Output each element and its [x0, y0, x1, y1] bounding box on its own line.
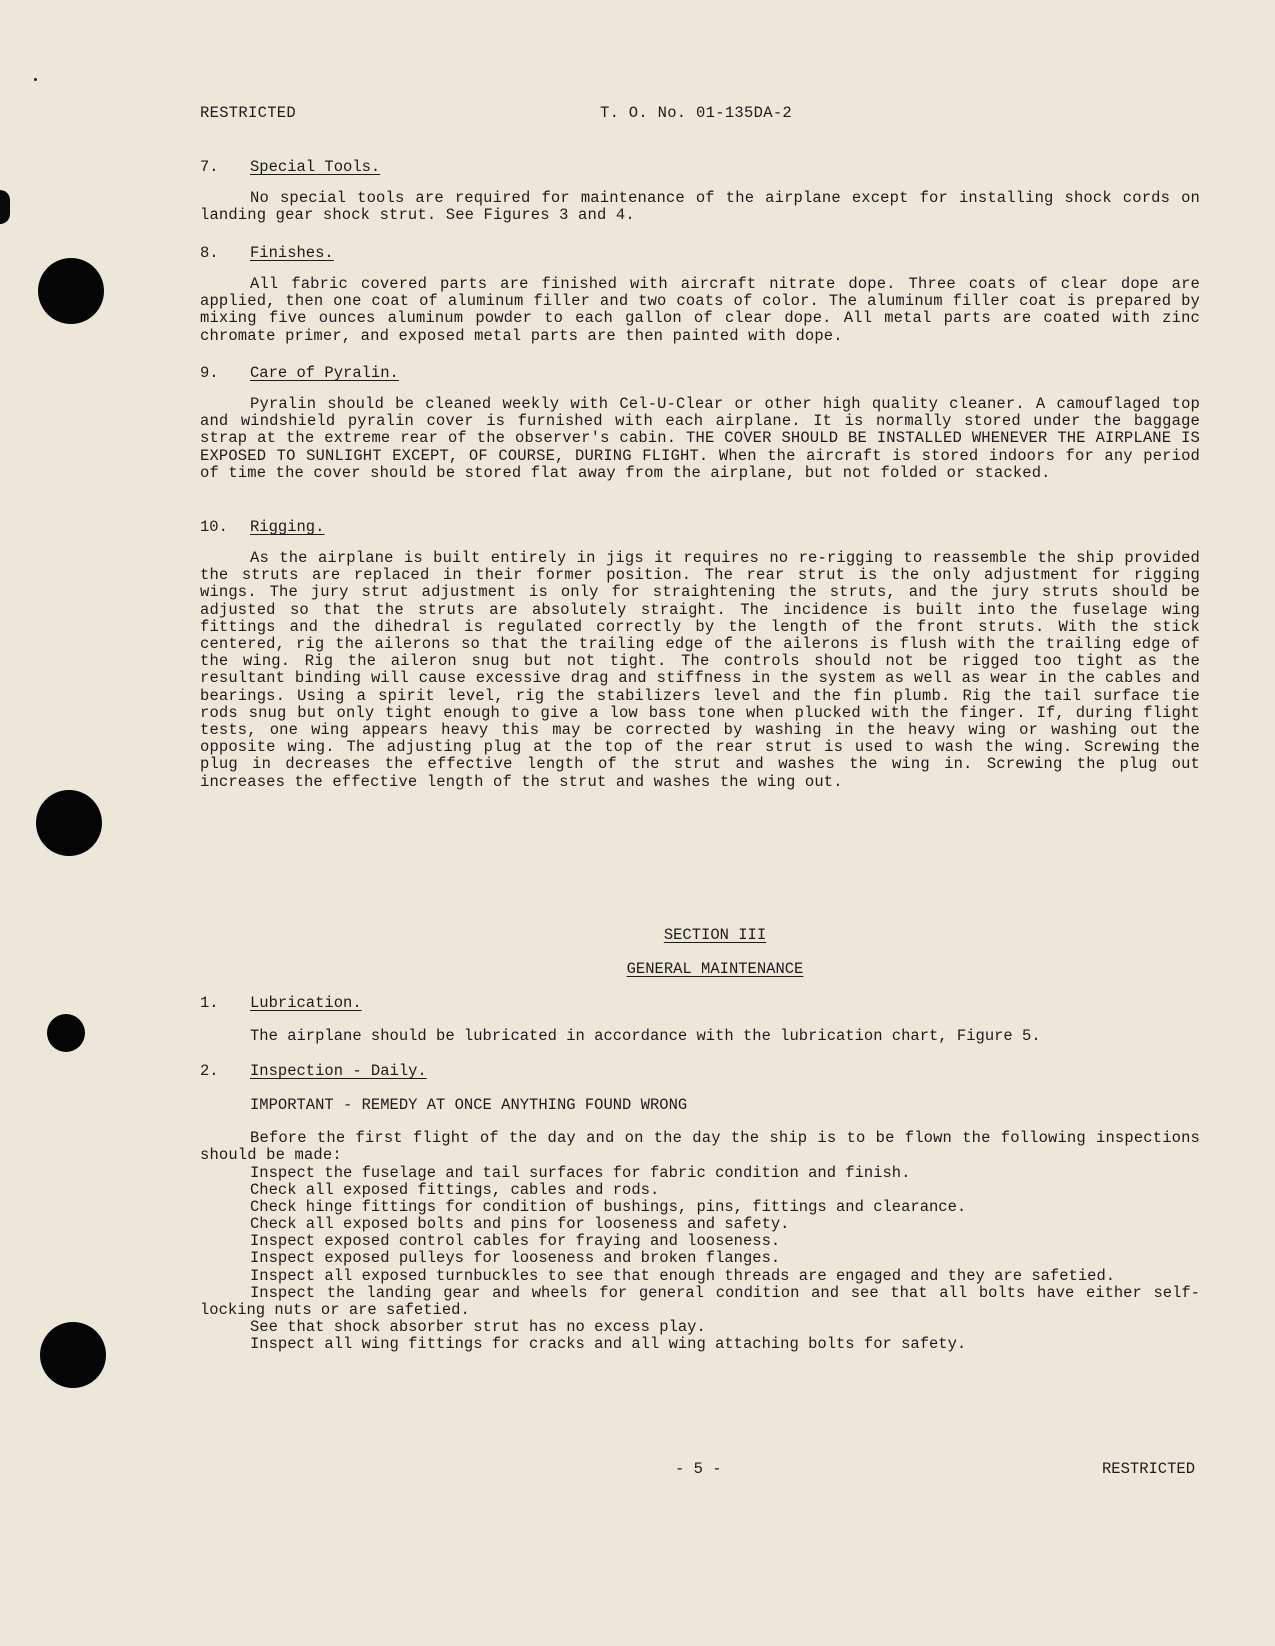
section-heading: [200, 518, 324, 536]
section-title-text: GENERAL MAINTENANCE: [626, 960, 804, 978]
binder-hole: [47, 1014, 85, 1052]
checklist-item: Check hinge fittings for condition of bushings, pins, fittings and clearance.: [250, 1198, 967, 1217]
section-heading: [200, 994, 362, 1012]
section-title: Rigging.: [250, 518, 325, 536]
section-title: Care of Pyralin.: [250, 364, 399, 382]
lubrication-text: The airplane should be lubricated in accordance with the lubrication chart, Figure 5.: [250, 1027, 1041, 1045]
footer-classification: RESTRICTED: [1102, 1460, 1196, 1478]
paragraph-text: As the airplane is built entirely in jigs it requires no re-rigging to reassemble the ship provided the struts are replaced in their former position. The rear strut is the only adjustment for rigging wings. The jury strut adjustment is only for straightening the struts, and the jury struts should be adjusted so that the struts are absolutely straight. The incidence is built into the fuselage wing fittings and the dihedral is regulated correctly by the length of the front struts. With the stick centered, rig the ailerons so that the trailing edge of the ailerons is flush with the trailing edge of the wing. Rig the aileron snug but not tight. The controls should not be rigged too tight as the resultant binding will cause excessive drag and stiffness in the system as well as wear in the cables and bearings. Using a spirit level, rig the stabilizers level and the fin plumb. Rig the tail surface tie rods snug but only tight enough to give a low bass tone when plucked with the finger. If, during flight tests, one wing appears heavy this may be corrected by washing in the heavy wing or washing out the opposite wing. The adjusting plug at the top of the rear strut is used to wash the wing. Screwing the plug in decreases the effective length of the strut and washes the wing in. Screwing the plug out increases the effective length of the strut and washes the wing out.: [200, 549, 1200, 791]
inspection-checklist: [200, 1165, 1200, 1353]
section-heading: [200, 158, 380, 176]
checklist-item: See that shock absorber strut has no excess play.: [250, 1317, 706, 1336]
header-document-number: T. O. No. 01-135DA-2: [600, 104, 793, 122]
paragraph-text: Before the first flight of the day and on the day the ship is to be flown the following inspections should be made:: [200, 1129, 1200, 1165]
section-heading: [200, 244, 334, 262]
binder-hole: [36, 790, 102, 856]
section-title-banner: [0, 960, 1275, 978]
section-number: 10.: [200, 518, 228, 536]
section-number: 8.: [200, 244, 219, 262]
page-edge-mark: [0, 190, 10, 224]
speck: [34, 78, 37, 81]
section-number: 1.: [200, 994, 219, 1012]
binder-hole: [38, 258, 104, 324]
checklist-item: Inspect all wing fittings for cracks and all wing attaching bolts for safety.: [250, 1334, 967, 1353]
checklist-item: Inspect exposed pulleys for looseness and broken flanges.: [250, 1249, 781, 1268]
section-label-text: SECTION III: [663, 926, 767, 944]
page-number: - 5 -: [675, 1460, 722, 1478]
binder-hole: [40, 1322, 106, 1388]
section-heading: [200, 364, 399, 382]
checklist-item: Inspect exposed control cables for fraying and looseness.: [250, 1232, 781, 1251]
section-paragraph: [200, 396, 1200, 482]
paragraph-text: All fabric covered parts are finished with aircraft nitrate dope. Three coats of clear dope are applied, then one coat of aluminum filler and two coats of color. The aluminum filler coat is prepared by mixing five ounces aluminum powder to each gallon of clear dope. All metal parts are coated with zinc chromate primer, and exposed metal parts are then painted with dope.: [200, 275, 1200, 345]
section-title: Special Tools.: [250, 158, 381, 176]
section-title: Lubrication.: [250, 994, 362, 1012]
section-paragraph: [200, 276, 1200, 345]
checklist-item: Check all exposed bolts and pins for looseness and safety.: [250, 1215, 790, 1234]
checklist-item: Check all exposed fittings, cables and rods.: [250, 1181, 660, 1200]
header-classification: RESTRICTED: [200, 104, 297, 122]
checklist-item: Inspect all exposed turnbuckles to see that enough threads are engaged and they are safetied.: [250, 1266, 1116, 1285]
section-label: [0, 926, 1275, 944]
section-paragraph: [200, 190, 1200, 224]
inspection-intro: [200, 1130, 1200, 1164]
section-number: 2.: [200, 1062, 219, 1080]
paragraph-text: Pyralin should be cleaned weekly with Cel-U-Clear or other high quality cleaner. A camouflaged top and windshield pyralin cover is furnished with each airplane. It is normally stored under the baggage strap at the extreme rear of the observer's cabin. THE COVER SHOULD BE INSTALLED WHENEVER THE AIRPLANE IS EXPOSED TO SUNLIGHT EXCEPT, OF COURSE, DURING FLIGHT. When the aircraft is stored indoors for any period of time the cover should be stored flat away from the airplane, but not folded or stacked.: [200, 395, 1200, 482]
section-title: Inspection - Daily.: [250, 1062, 427, 1080]
section-title: Finishes.: [250, 244, 334, 262]
important-notice: IMPORTANT - REMEDY AT ONCE ANYTHING FOUND WRONG: [250, 1096, 688, 1114]
section-heading: [200, 1062, 427, 1080]
section-paragraph: [200, 550, 1200, 791]
section-number: 7.: [200, 158, 219, 176]
checklist-item: Inspect the fuselage and tail surfaces for fabric condition and finish.: [250, 1164, 911, 1182]
section-number: 9.: [200, 364, 219, 382]
checklist-item: Inspect the landing gear and wheels for general condition and see that all bolts have either self-locking nuts or are safetied.: [200, 1283, 1200, 1319]
paragraph-text: No special tools are required for maintenance of the airplane except for installing shock cords on landing gear shock strut. See Figures 3 and 4.: [200, 189, 1200, 225]
